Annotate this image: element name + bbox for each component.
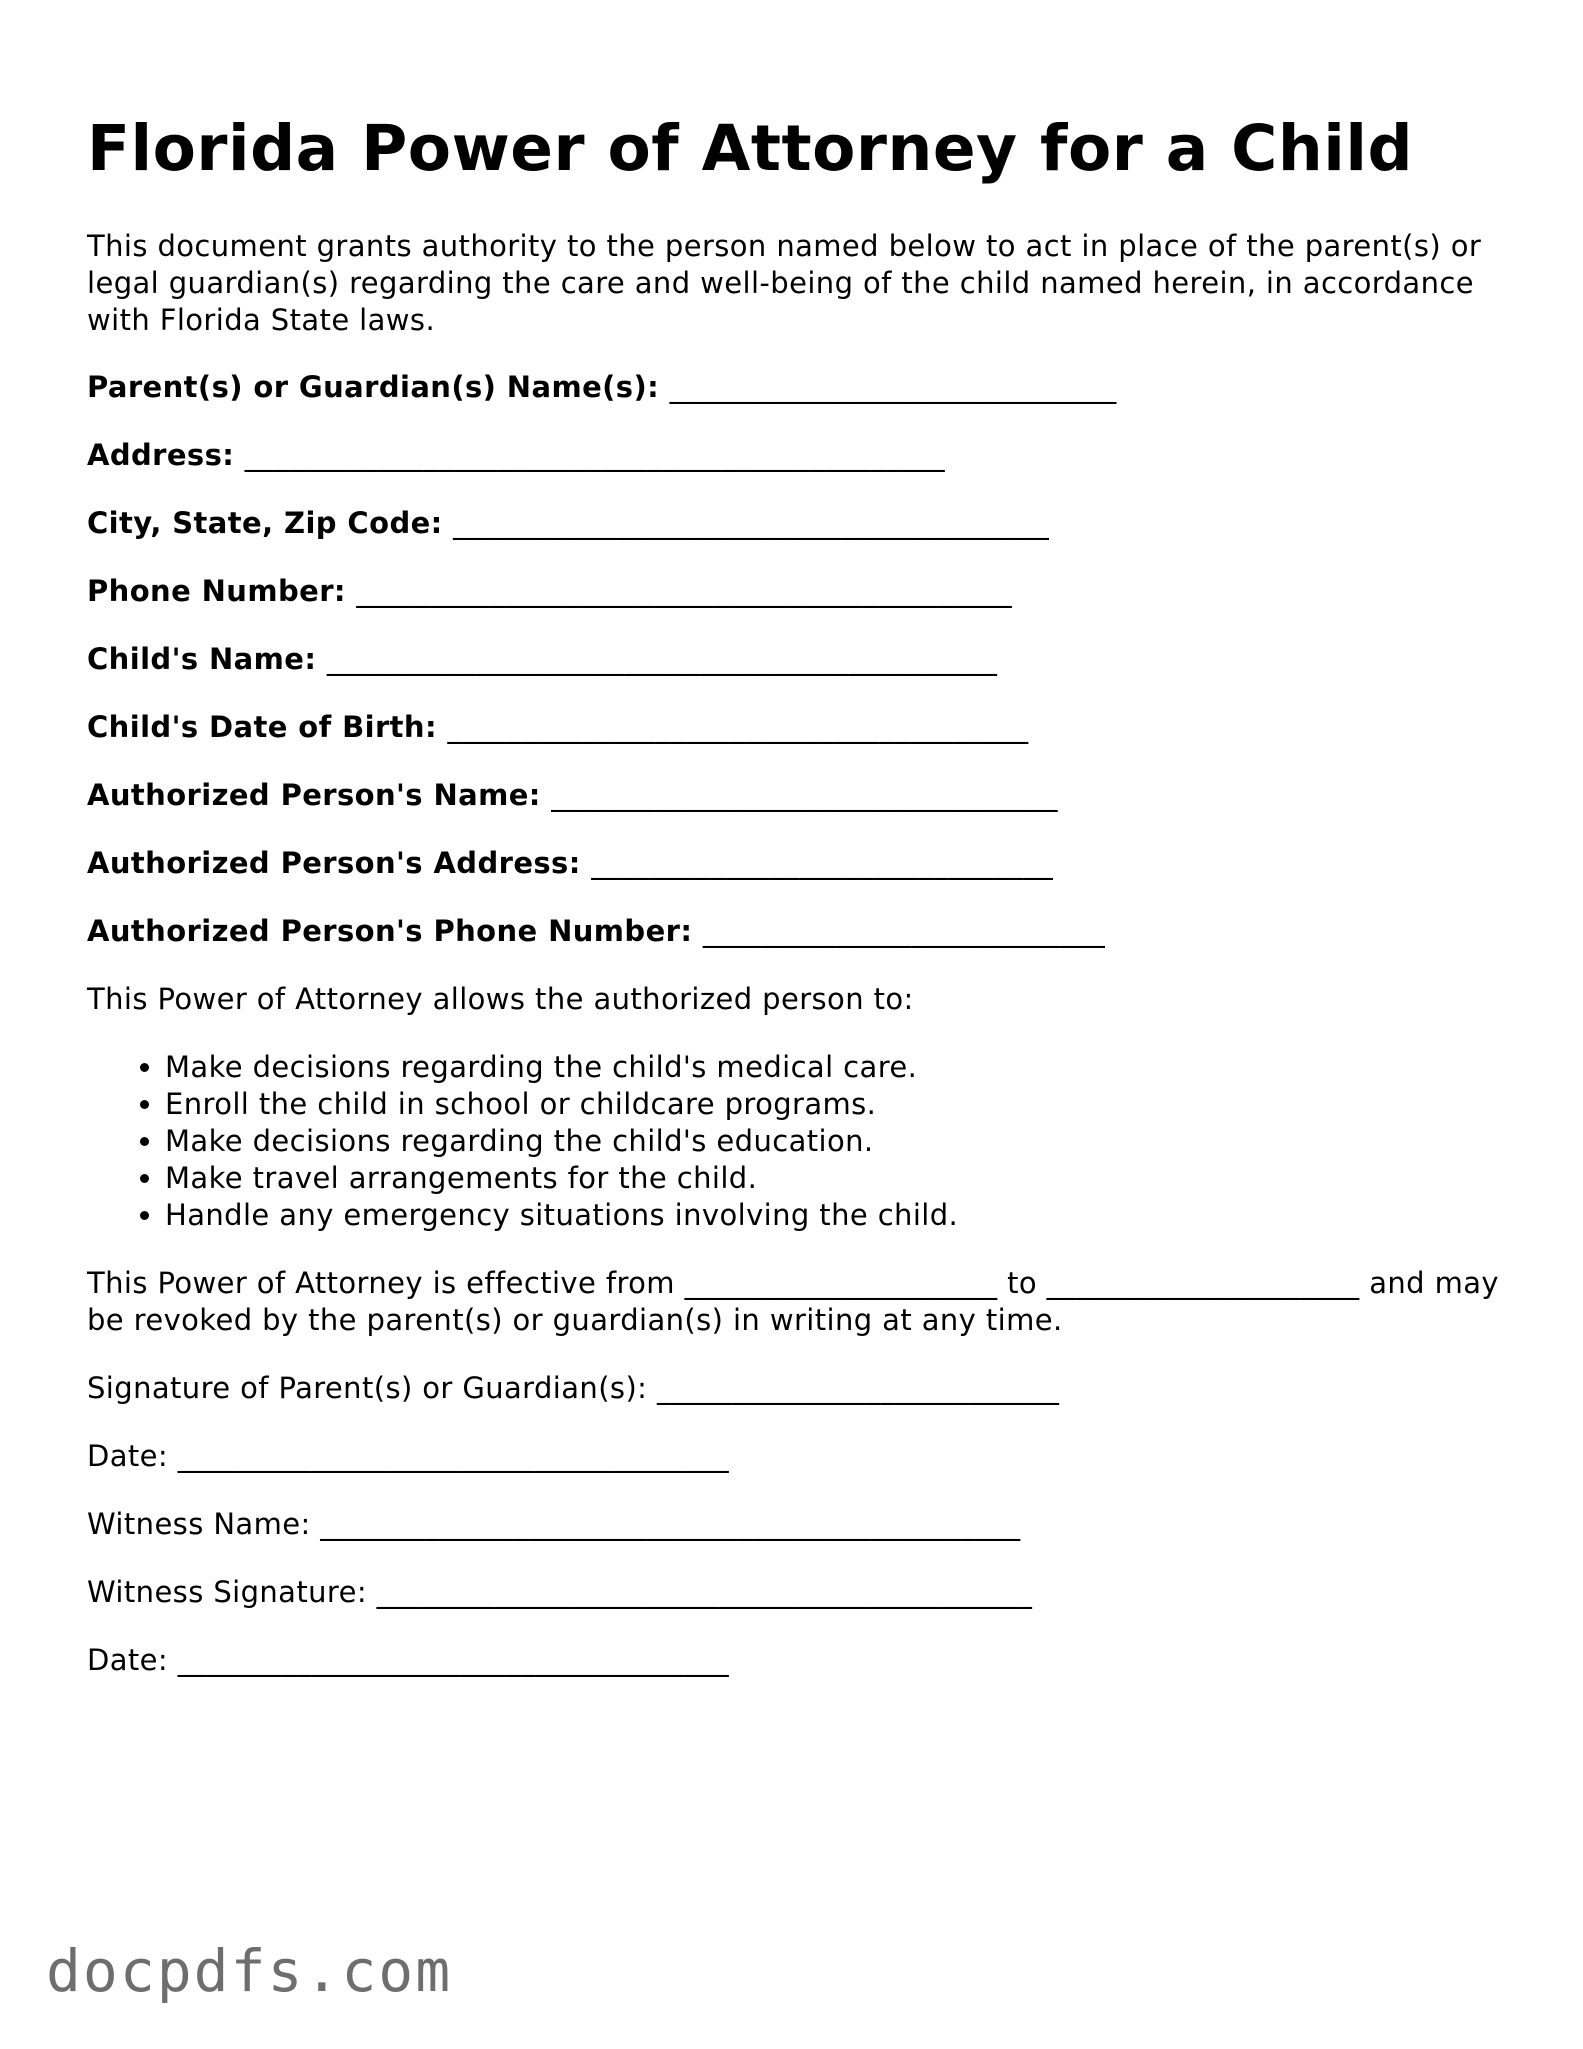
- field-child-name: [87, 641, 1507, 678]
- sig-label: Date:: [87, 1439, 169, 1473]
- child-name-blank[interactable]: _____________________________________________: [326, 642, 998, 676]
- date-blank[interactable]: _____________________________________: [177, 1439, 730, 1473]
- authorized-name-blank[interactable]: __________________________________: [551, 778, 1058, 812]
- intro-paragraph: This document grants authority to the person named below to act in place of the parent(s) or legal guardian(s) regarding the care and well-being of the child named herein, in accordance with Florida State laws.: [87, 229, 1482, 337]
- sig-witness-name: [87, 1506, 1507, 1543]
- effective-suffix: and may be revoked by the parent(s) or guardian(s) in writing at any time.: [87, 1266, 1499, 1337]
- list-item: • Handle any emergency situations involving the child.: [165, 1197, 1507, 1234]
- list-item: • Make travel arrangements for the child.: [165, 1160, 1507, 1197]
- sig-parent: [87, 1370, 1507, 1407]
- sig-label: Date:: [87, 1643, 169, 1677]
- field-label: Child's Name:: [87, 642, 317, 676]
- field-authorized-address: [87, 845, 1507, 882]
- child-dob-blank[interactable]: _______________________________________: [447, 710, 1029, 744]
- list-item: • Enroll the child in school or childcare programs.: [165, 1086, 1507, 1123]
- effective-middle: to: [1007, 1266, 1038, 1300]
- field-label: Authorized Person's Address:: [87, 846, 581, 880]
- list-item: • Make decisions regarding the child's education.: [165, 1123, 1507, 1160]
- sig-date: [87, 1438, 1507, 1475]
- witness-signature-blank[interactable]: ____________________________________________: [376, 1575, 1033, 1609]
- authorized-address-blank[interactable]: _______________________________: [591, 846, 1054, 880]
- parent-names-blank[interactable]: ______________________________: [669, 370, 1117, 404]
- field-label: Phone Number:: [87, 574, 346, 608]
- field-label: Child's Date of Birth:: [87, 710, 437, 744]
- field-label: City, State, Zip Code:: [87, 506, 443, 540]
- effective-prefix: This Power of Attorney is effective from: [87, 1266, 675, 1300]
- field-authorized-name: [87, 777, 1507, 814]
- address-blank[interactable]: _______________________________________________: [244, 438, 946, 472]
- field-label: Address:: [87, 438, 235, 472]
- witness-name-blank[interactable]: _______________________________________________: [320, 1507, 1021, 1541]
- field-child-dob: [87, 709, 1507, 746]
- witness-date-blank[interactable]: _____________________________________: [177, 1643, 730, 1677]
- effective-end-blank[interactable]: _____________________: [1046, 1266, 1360, 1300]
- document-page: [87, 100, 1507, 1679]
- field-parent-names: [87, 369, 1507, 406]
- field-city-state-zip: [87, 505, 1507, 542]
- field-address: [87, 437, 1507, 474]
- field-label: Authorized Person's Phone Number:: [87, 914, 693, 948]
- field-label: Authorized Person's Name:: [87, 778, 541, 812]
- powers-intro: This Power of Attorney allows the authorized person to:: [87, 982, 914, 1016]
- city-state-zip-blank[interactable]: ________________________________________: [453, 506, 1050, 540]
- parent-signature-blank[interactable]: ___________________________: [656, 1371, 1060, 1405]
- authorized-phone-blank[interactable]: ___________________________: [702, 914, 1106, 948]
- sig-label: Witness Signature:: [87, 1575, 367, 1609]
- effective-period-paragraph: [87, 1265, 1507, 1339]
- phone-number-blank[interactable]: ____________________________________________: [356, 574, 1013, 608]
- field-authorized-phone: [87, 913, 1507, 950]
- watermark: docpdfs.com: [46, 1937, 453, 2005]
- field-phone-number: [87, 573, 1507, 610]
- sig-witness-signature: [87, 1574, 1507, 1611]
- list-item: • Make decisions regarding the child's medical care.: [165, 1049, 1507, 1086]
- sig-label: Witness Name:: [87, 1507, 311, 1541]
- field-label: Parent(s) or Guardian(s) Name(s):: [87, 370, 660, 404]
- sig-label: Signature of Parent(s) or Guardian(s):: [87, 1371, 648, 1405]
- page-title: Florida Power of Attorney for a Child: [87, 112, 1414, 185]
- powers-list: [87, 1049, 1507, 1234]
- sig-witness-date: [87, 1642, 1507, 1679]
- effective-start-blank[interactable]: _____________________: [684, 1266, 998, 1300]
